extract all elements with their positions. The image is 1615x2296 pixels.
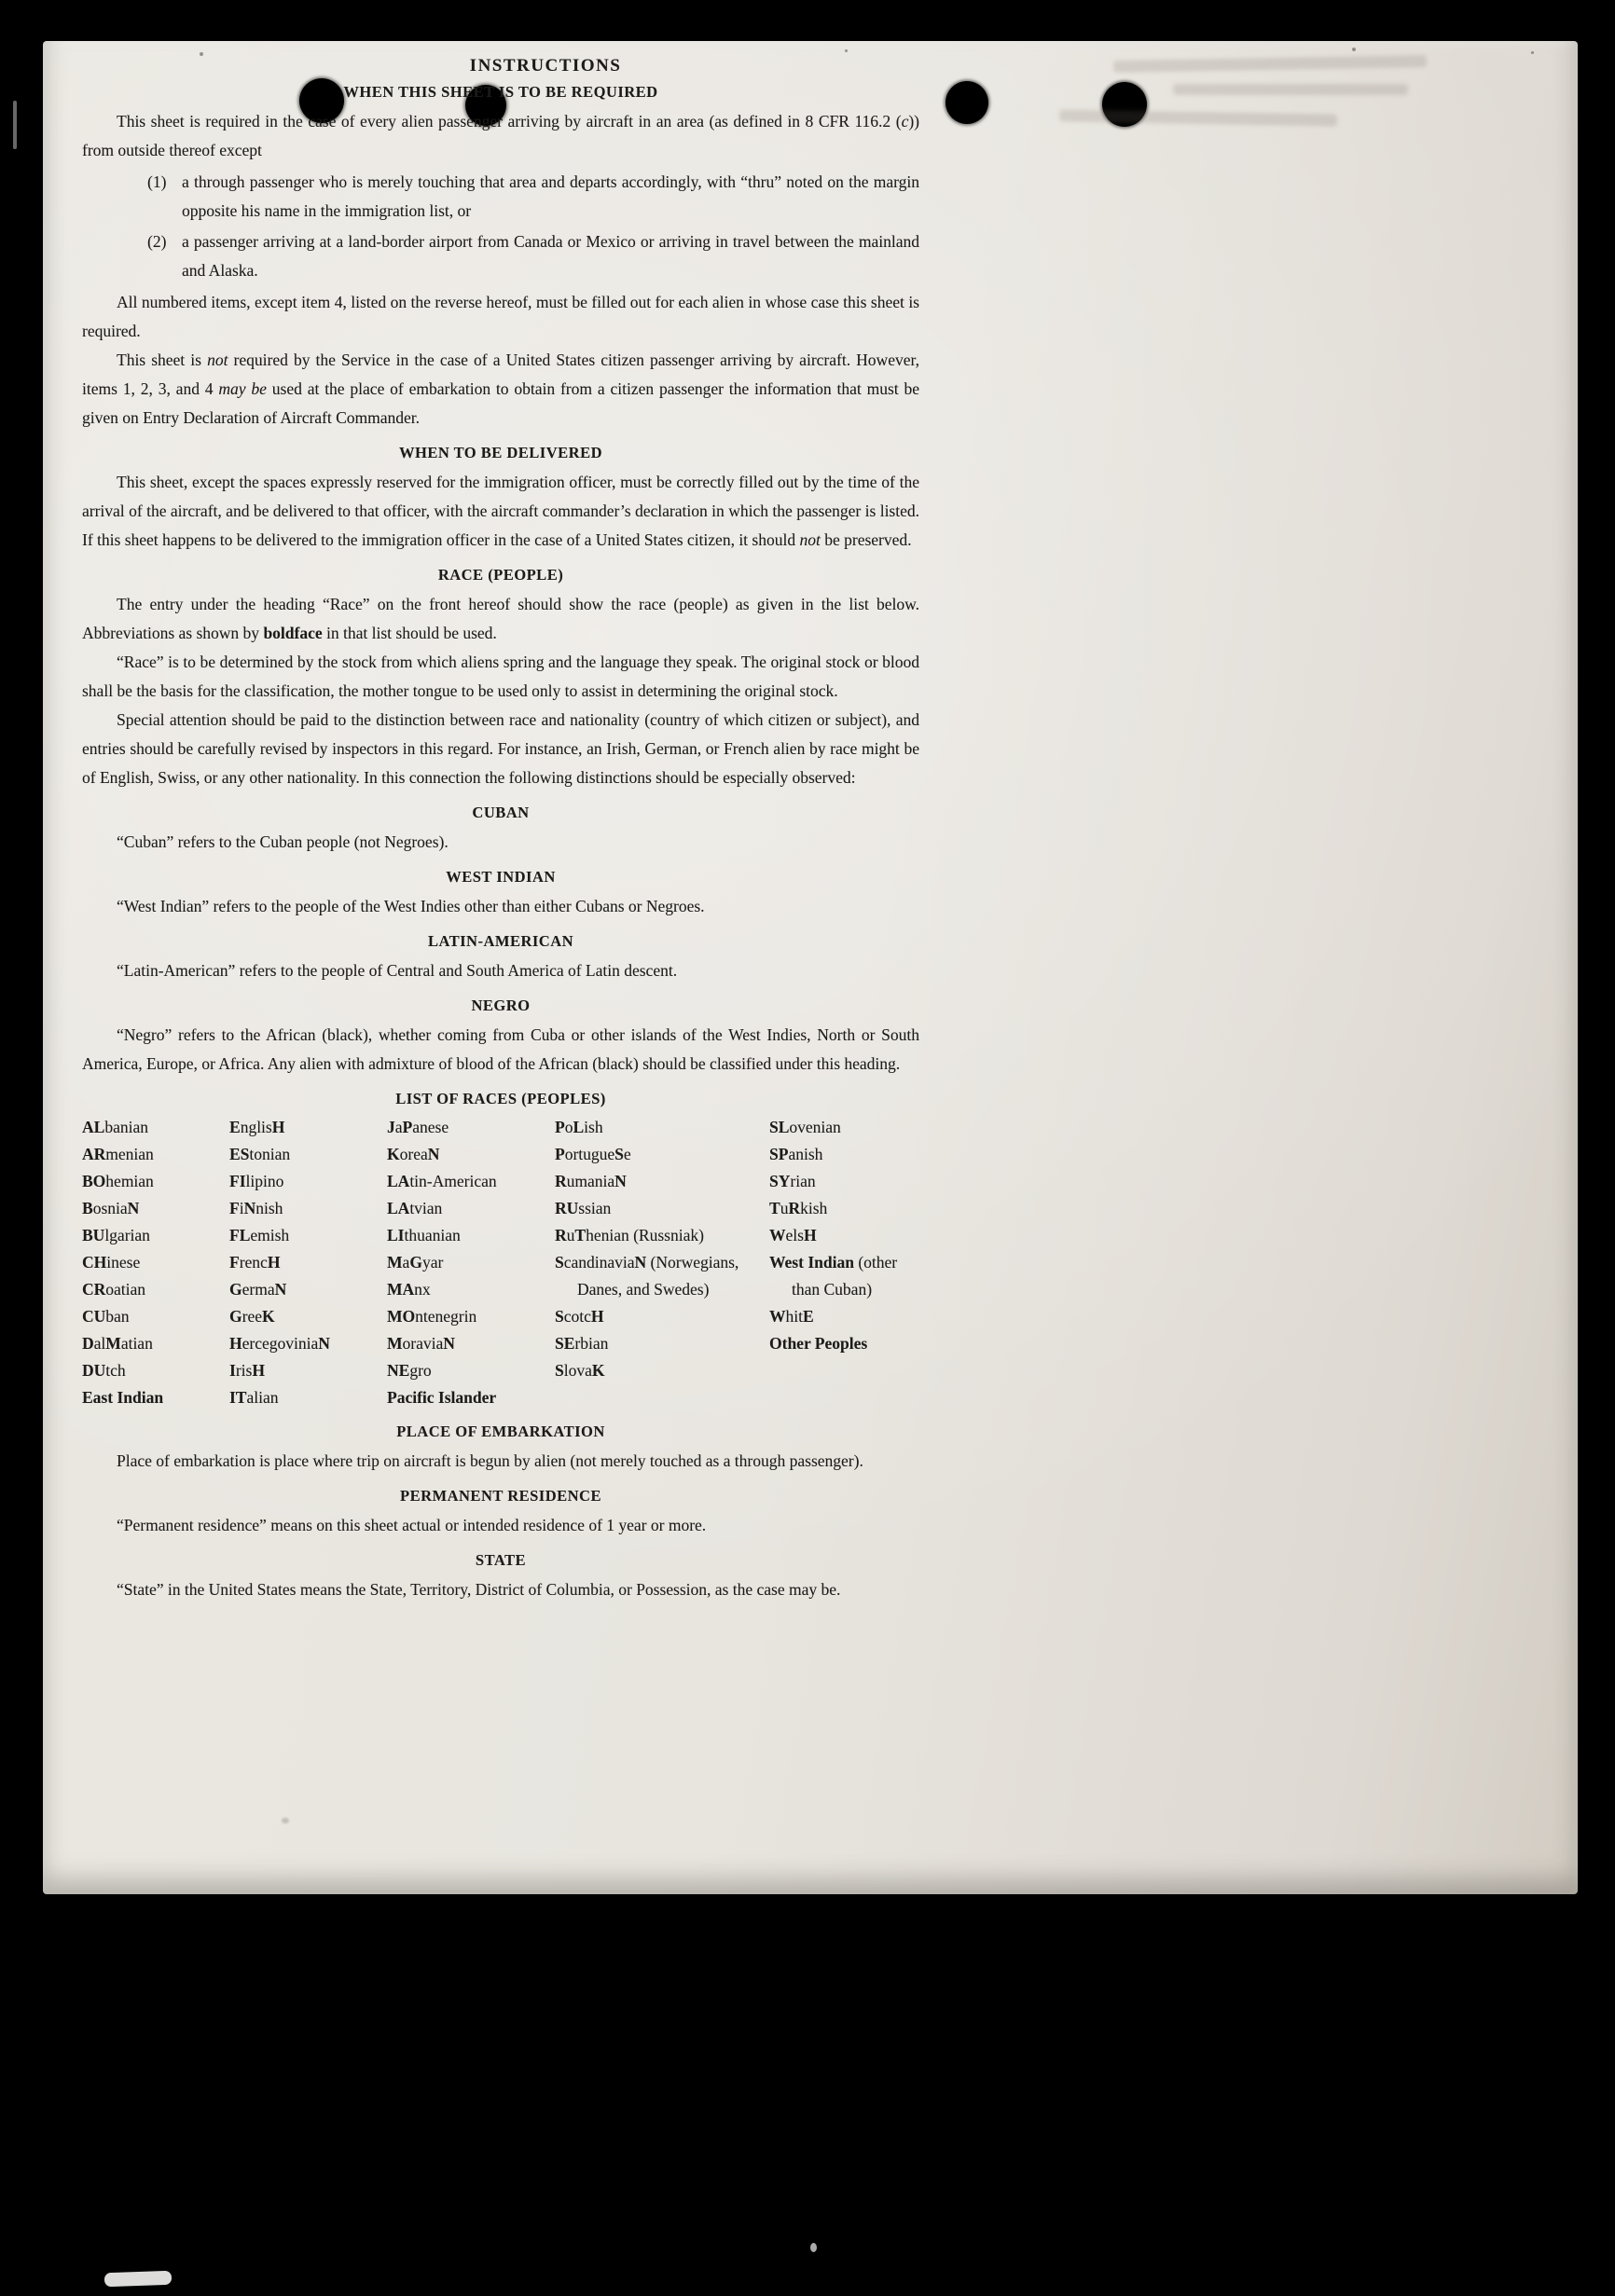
- item-text: a passenger arriving at a land-border airport from Canada or Mexico or arriving in travel between the mainland and Alaska.: [182, 232, 919, 280]
- race-entry: Pacific Islander: [387, 1388, 497, 1407]
- race-entry: SPanish: [769, 1145, 823, 1163]
- race-entry: FiNnish: [229, 1199, 283, 1217]
- para-negro: “Negro” refers to the African (black), whether coming from Cuba or other islands of the West Indies, North or South America, Europe, or Africa. Any alien with admixture of blood of the African (black) should be classified under this heading.: [82, 1025, 919, 1073]
- numbered-item-2: [82, 227, 919, 285]
- para-required-citizen: This sheet is not required by the Service in the case of a United States citizen passenger arriving by aircraft. However, items 1, 2, 3, and 4 may be used at the place of embarkation to obtain from a citizen passenger the information that must be given on Entry Declaration of Aircraft Commander.: [82, 351, 919, 427]
- race-entry: Other Peoples: [769, 1334, 868, 1353]
- race-entry: BosniaN: [82, 1199, 140, 1217]
- race-entry: IrisH: [229, 1361, 265, 1380]
- para-required-items: All numbered items, except item 4, listed on the reverse hereof, must be filled out for each alien in whose case this sheet is required.: [82, 293, 919, 340]
- heading-races-list: LIST OF RACES (PEOPLES): [395, 1090, 606, 1107]
- para-race-entry: The entry under the heading “Race” on the front hereof should show the race (people) as given in the list below. Abbreviations as shown by boldface in that list should be used.: [82, 595, 919, 642]
- race-entry: NEgro: [387, 1361, 432, 1380]
- race-entry: TuRkish: [769, 1199, 828, 1217]
- race-entry: WhitE: [769, 1307, 814, 1326]
- race-entry: KoreaN: [387, 1145, 440, 1163]
- numbered-item-1: [82, 168, 919, 226]
- race-column-2: [229, 1114, 387, 1411]
- race-entry: LAtvian: [387, 1199, 443, 1217]
- para-west-indian: “West Indian” refers to the people of the West Indies other than either Cubans or Negroes.: [117, 897, 705, 915]
- race-entry: East Indian: [82, 1388, 164, 1407]
- para-latin-american: “Latin-American” refers to the people of Central and South America of Latin descent.: [117, 961, 678, 980]
- race-entry: DUtch: [82, 1361, 126, 1380]
- race-entry: West Indian (other than Cuban): [769, 1253, 898, 1299]
- race-entry: RUssian: [555, 1199, 612, 1217]
- doc-title: INSTRUCTIONS: [469, 56, 622, 76]
- race-column-5: [769, 1114, 919, 1411]
- race-entry: CUban: [82, 1307, 130, 1326]
- para-state: “State” in the United States means the State, Territory, District of Columbia, or Possession, as the case may be.: [117, 1580, 841, 1599]
- race-column-4: [555, 1114, 769, 1411]
- item-number: (1): [147, 172, 167, 191]
- race-entry: SErbian: [555, 1334, 609, 1353]
- heading-race: RACE (PEOPLE): [437, 566, 564, 584]
- para-race-stock: “Race” is to be determined by the stock from which aliens spring and the language they speak. The original stock or blood shall be the basis for the classification, the mother tongue to be used only to assist in determining the original stock.: [82, 653, 919, 700]
- heading-latin-american: LATIN-AMERICAN: [427, 932, 574, 950]
- para-embarkation: Place of embarkation is place where trip on aircraft is begun by alien (not merely touched as a through passenger).: [117, 1451, 863, 1470]
- para-required-intro: This sheet is required in the case of every alien passenger arriving by aircraft in an area (as defined in 8 CFR 116.2 (c)) from outside thereof except: [82, 112, 919, 159]
- race-entry: JaPanese: [387, 1118, 449, 1136]
- race-entry: SLovenian: [769, 1118, 841, 1136]
- race-entry: FIlipino: [229, 1172, 284, 1190]
- race-entry: FLemish: [229, 1226, 290, 1244]
- heading-when-required: WHEN THIS SHEET IS TO BE REQUIRED: [343, 83, 658, 101]
- heading-permanent-residence: PERMANENT RESIDENCE: [400, 1487, 601, 1505]
- race-entry: LIthuanian: [387, 1226, 461, 1244]
- race-column-3: [387, 1114, 555, 1411]
- race-entry: RuThenian (Russniak): [555, 1226, 704, 1244]
- para-delivered: This sheet, except the spaces expressly reserved for the immigration officer, must be correctly filled out by the time of the arrival of the aircraft, and be delivered to that officer, with the aircraft commander’s declaration in which the passenger is listed. If this sheet happens to be delivered to the immigration officer in the case of a United States citizen, it should not be preserved.: [82, 473, 919, 549]
- document-sheet: [43, 41, 1578, 1894]
- race-entry: EStonian: [229, 1145, 291, 1163]
- race-entry: CRoatian: [82, 1280, 146, 1299]
- scan-artifact: [104, 2271, 172, 2288]
- race-entry: HercegoviniaN: [229, 1334, 330, 1353]
- race-entry: BUlgarian: [82, 1226, 150, 1244]
- race-entry: RumaniaN: [555, 1172, 627, 1190]
- race-entry: PortugueSe: [555, 1145, 631, 1163]
- race-entry: EnglisH: [229, 1118, 285, 1136]
- para-race-nationality: Special attention should be paid to the distinction between race and nationality (country of which citizen or subject), and entries should be carefully revised by inspectors in this regard. For instance, an Irish, German, or French alien by race might be of English, Swiss, or any other nationality. In this connection the following distinctions should be especially observed:: [82, 710, 919, 787]
- item-number: (2): [147, 232, 167, 251]
- races-list: [82, 1114, 919, 1411]
- race-entry: SlovaK: [555, 1361, 605, 1380]
- race-entry: BOhemian: [82, 1172, 154, 1190]
- race-entry: PoLish: [555, 1118, 603, 1136]
- race-entry: ScandinaviaN (Norwegians, Danes, and Swedes): [555, 1253, 739, 1299]
- race-entry: MAnx: [387, 1280, 431, 1299]
- scan-artifact: [810, 2243, 817, 2252]
- scan-speck: [282, 1818, 289, 1823]
- heading-negro: NEGRO: [471, 997, 531, 1014]
- race-entry: ITalian: [229, 1388, 279, 1407]
- race-entry: ALbanian: [82, 1118, 148, 1136]
- exception-list: [82, 168, 919, 285]
- race-entry: MoraviaN: [387, 1334, 455, 1353]
- race-entry: MOntenegrin: [387, 1307, 477, 1326]
- race-entry: FrencH: [229, 1253, 281, 1272]
- race-entry: DalMatian: [82, 1334, 153, 1353]
- race-entry: WelsH: [769, 1226, 817, 1244]
- race-entry: MaGyar: [387, 1253, 444, 1272]
- ink-bleed-smudge: [1113, 55, 1427, 73]
- scan-artifact: [13, 101, 17, 149]
- para-permanent-residence: “Permanent residence” means on this sheet actual or intended residence of 1 year or more.: [117, 1516, 707, 1534]
- race-entry: ARmenian: [82, 1145, 154, 1163]
- para-cuban: “Cuban” refers to the Cuban people (not Negroes).: [117, 832, 449, 851]
- heading-west-indian: WEST INDIAN: [446, 868, 556, 886]
- race-entry: ScotcH: [555, 1307, 604, 1326]
- heading-state: STATE: [475, 1551, 527, 1569]
- heading-embarkation: PLACE OF EMBARKATION: [396, 1423, 605, 1440]
- scan-speck: [1352, 48, 1356, 51]
- punch-hole-icon: [946, 81, 988, 124]
- scan-speck: [845, 49, 848, 52]
- heading-cuban: CUBAN: [472, 804, 530, 821]
- race-column-1: [82, 1114, 229, 1411]
- race-entry: GreeK: [229, 1307, 275, 1326]
- heading-when-delivered: WHEN TO BE DELIVERED: [399, 444, 602, 461]
- race-entry: GermaN: [229, 1280, 287, 1299]
- ink-bleed-smudge: [1059, 109, 1337, 126]
- race-entry: CHinese: [82, 1253, 141, 1272]
- race-entry: SYrian: [769, 1172, 816, 1190]
- scan-speck: [1531, 51, 1534, 54]
- item-text: a through passenger who is merely touching that area and departs accordingly, with “thru” noted on the margin opposite his name in the immigration list, or: [182, 172, 919, 220]
- race-entry: LAtin-American: [387, 1172, 497, 1190]
- ink-bleed-smudge: [1173, 84, 1408, 95]
- document-content: [82, 54, 919, 1604]
